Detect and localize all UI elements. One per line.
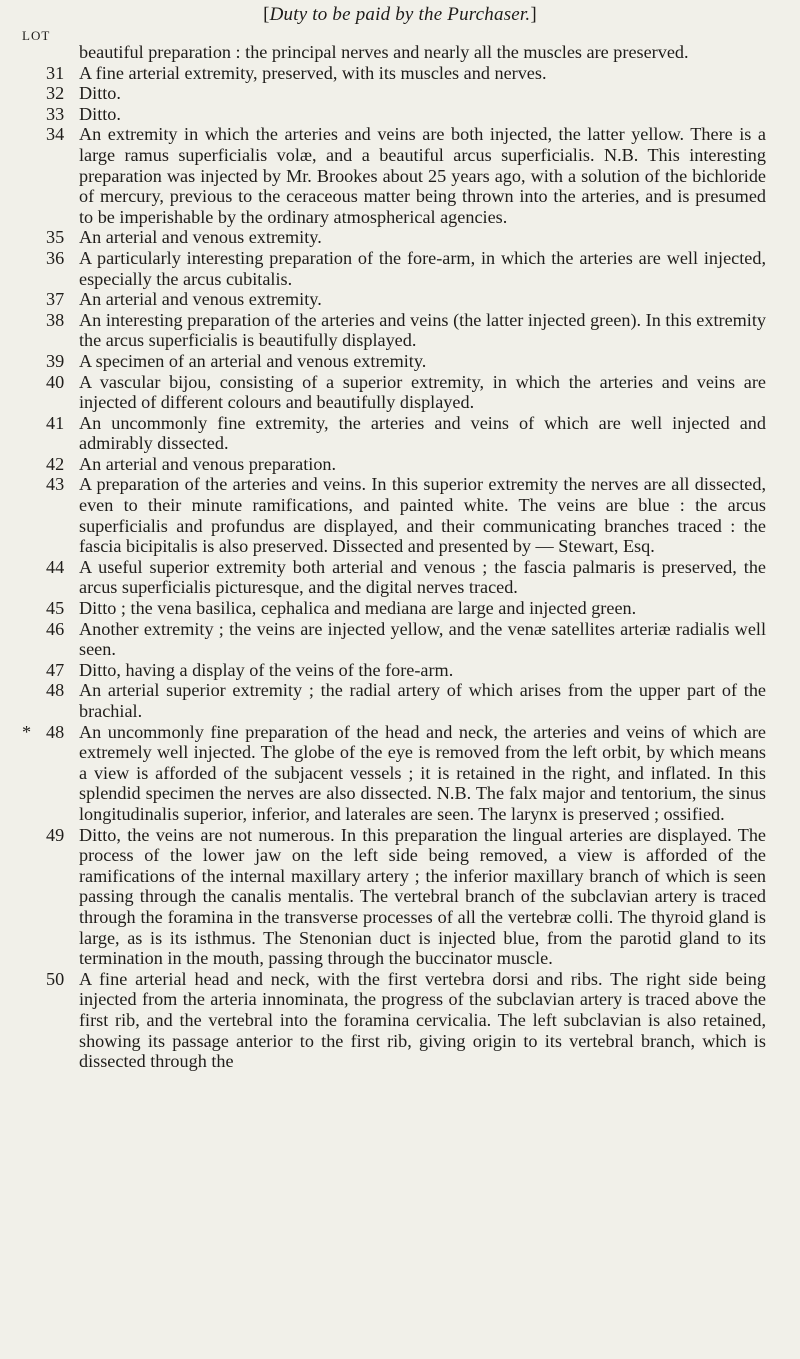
lot-description: A vascular bijou, consisting of a superior extremity, in which the arteries and veins are injected of different colours and beautifully displayed. [79,371,766,413]
lot-entry [0,83,800,104]
lot-entry [0,454,800,475]
lot-description: Ditto. [79,83,121,104]
lot-number: 40 [46,371,65,392]
lot-number: 38 [46,309,65,330]
lot-description: A specimen of an arterial and venous extremity. [79,350,427,371]
lot-description: An arterial and venous preparation. [79,453,337,474]
lot-number: 36 [46,247,65,268]
lot-description: A fine arterial extremity, preserved, with its muscles and nerves. [79,62,547,83]
lot-description: An arterial and venous extremity. [79,227,322,248]
lot-description: A fine arterial head and neck, with the first vertebra dorsi and ribs. The right side being injected from the arteria innominata, the progress of the subclavian artery is traced above the first rib, and the vertebral into the foramina cervicalia. The left subclavian is also retained, showing its passage anterior to the first rib, giving origin to its vertebral branch, which is dissected through the [79,968,766,1072]
lot-description: An interesting preparation of the arteries and veins (the latter injected green). In this extremity the arcus superficialis is beautifully displayed. [79,309,766,351]
lot-number: 32 [46,83,65,104]
running-head: [Duty to be paid by the Purchaser.] [263,4,537,25]
lot-number: 33 [46,103,65,124]
lot-description: Ditto. [79,103,121,124]
lot-entry [0,722,800,825]
lot-number: 48 [46,721,65,742]
lot-number: 35 [46,227,65,248]
lot-entry [0,42,800,63]
lot-description: An uncommonly fine extremity, the arteries and veins of which are well injected and admirably dissected. [79,412,766,454]
lot-entry [0,63,800,84]
lot-number: 49 [46,824,65,845]
lot-description: Ditto, having a display of the veins of the fore-arm. [79,659,454,680]
lot-description: An arterial and venous extremity. [79,289,322,310]
asterisk-mark: * [22,721,32,742]
lot-entry [0,227,800,248]
lot-entry [0,248,800,289]
lot-column-label: LOT [22,28,51,43]
lot-number: 37 [46,289,65,310]
lot-number: 34 [46,124,65,145]
lot-number: 45 [46,598,65,619]
lot-number: 42 [46,453,65,474]
lot-description: Ditto ; the vena basilica, cephalica and mediana are large and injected green. [79,598,637,619]
lot-entry [0,598,800,619]
lot-entry [0,124,800,227]
lot-entry [0,619,800,660]
lot-entry [0,104,800,125]
lot-number: 39 [46,350,65,371]
lot-description: An extremity in which the arteries and veins are both injected, the latter yellow. There is a large ramus superficialis volæ, and a beautiful arcus superficialis. N.B. This interesting preparation was injected by Mr. Brookes about 25 years ago, with a solution of the bichloride of mercury, previous to the ceraceous matter being thrown into the arteries, and is presumed to be imperishable by the ordinary atmospherical agencies. [79,124,766,227]
lot-description: Ditto, the veins are not numerous. In this preparation the lingual arteries are displayed. The process of the lower jaw on the left side being removed, a view is afforded of the ramifications of the internal maxillary artery ; the inferior maxillary branch of which is seen passing through the canalis mentalis. The vertebral branch of the subclavian artery is traced through the foramina in the transverse processes of all the vertebræ colli. The thyroid gland is large, as is its isthmus. The Stenonian duct is injected blue, from the parotid gland to its termination in the mouth, passing through the buccinator muscle. [79,824,766,969]
lot-entry [0,825,800,969]
lot-entry [0,660,800,681]
lot-description: Another extremity ; the veins are injected yellow, and the venæ satellites arteriæ radialis well seen. [79,618,766,660]
lot-entry [0,289,800,310]
lot-entry [0,474,800,556]
lot-description: A particularly interesting preparation of the fore-arm, in which the arteries are well injected, especially the arcus cubitalis. [79,247,766,289]
lot-number: 50 [46,968,65,989]
lot-description: A preparation of the arteries and veins. In this superior extremity the nerves are all dissected, even to their minute ramifications, and painted white. The veins are blue : the arcus superficialis and profundus are displayed, and their communicating branches traced : the fascia bicipitalis is also preserved. Dissected and presented by — Stewart, Esq. [79,474,766,557]
lot-entry [0,557,800,598]
lot-number: 43 [46,474,65,495]
lot-number: 44 [46,556,65,577]
lot-number: 47 [46,659,65,680]
lot-description: beautiful preparation : the principal nerves and nearly all the muscles are preserved. [79,42,689,62]
lot-entry [0,680,800,721]
lot-entry [0,372,800,413]
lot-number: 46 [46,618,65,639]
lot-entry [0,969,800,1072]
lot-entry [0,310,800,351]
lot-description: A useful superior extremity both arterial and venous ; the fascia palmaris is preserved, the arcus superficialis picturesque, and the digital nerves traced. [79,556,766,598]
lot-list [0,42,800,1072]
lot-number: 48 [46,680,65,701]
lot-entry [0,413,800,454]
lot-number: 31 [46,62,65,83]
lot-number: 41 [46,412,65,433]
lot-description: An arterial superior extremity ; the radial artery of which arises from the upper part of the brachial. [79,680,766,721]
lot-description: An uncommonly fine preparation of the head and neck, the arteries and veins of which are extremely well injected. The globe of the eye is removed from the left orbit, by which means a view is afforded of the subjacent vessels ; it is retained in the right, and inflated. In this splendid specimen the nerves are also dissected. N.B. The falx major and tentorium, the sinus longitudinalis superior, inferior, and laterales are seen. The larynx is preserved ; ossified. [79,721,766,824]
lot-entry [0,351,800,372]
